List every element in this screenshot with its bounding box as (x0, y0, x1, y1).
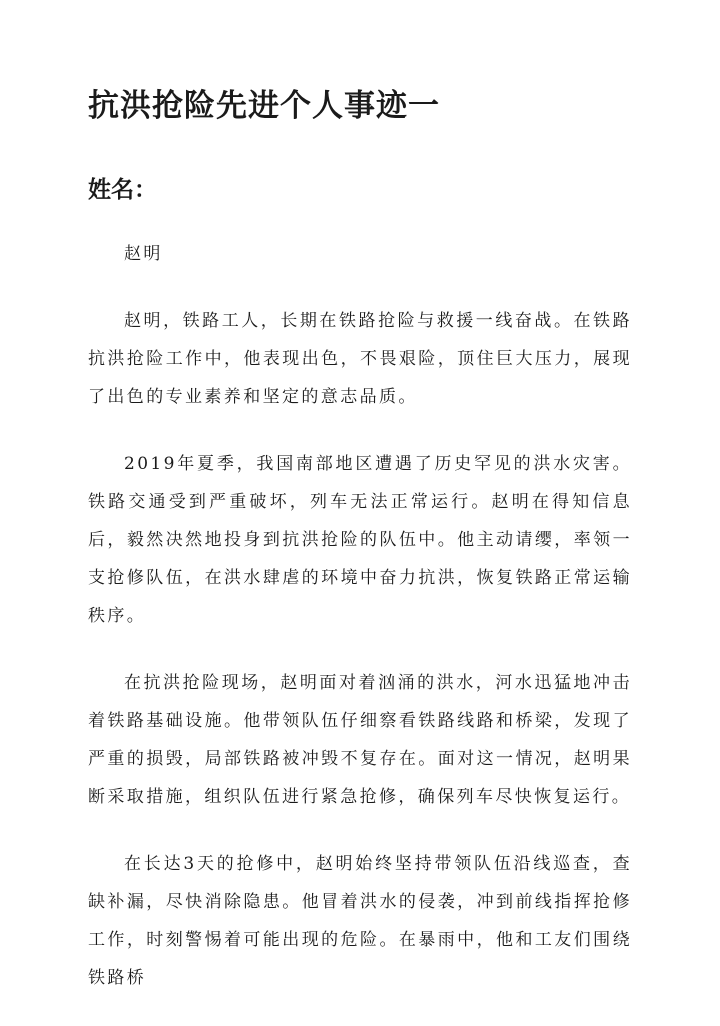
name-heading: 姓名： (88, 176, 157, 203)
paragraph-flood-background: 2019年夏季，我国南部地区遭遇了历史罕见的洪水灾害。铁路交通受到严重破坏，列车无法正常运行。赵明在得知信息后，毅然决然地投身到抗洪抢险的队伍中。他主动请缨，率领一支抢修队伍，在洪水肆虐的环境中奋力抗洪，恢复铁路正常运输秩序。 (88, 454, 632, 626)
document-title: 抗洪抢险先进个人事迹一 (88, 88, 440, 124)
paragraph-three-days: 在长达3天的抢修中，赵明始终坚持带领队伍沿线巡查，查缺补漏，尽快消除隐患。他冒着洪水的侵袭，冲到前线指挥抢修工作，时刻警惕着可能出现的危险。在暴雨中，他和工友们围绕铁路桥 (88, 854, 632, 988)
paragraph-intro: 赵明，铁路工人，长期在铁路抢险与救援一线奋战。在铁路抗洪抢险工作中，他表现出色，不畏艰险，顶住巨大压力，展现了出色的专业素养和坚定的意志品质。 (88, 311, 632, 407)
paragraph-site-repair: 在抗洪抢险现场，赵明面对着汹涌的洪水，河水迅猛地冲击着铁路基础设施。他带领队伍仔细察看铁路线路和桥梁，发现了严重的损毁，局部铁路被冲毁不复存在。面对这一情况，赵明果断采取措施，组织队伍进行紧急抢修，确保列车尽快恢复运行。 (88, 673, 632, 807)
paragraph-name-value: 赵明 (124, 244, 163, 264)
document-body (88, 235, 632, 1026)
